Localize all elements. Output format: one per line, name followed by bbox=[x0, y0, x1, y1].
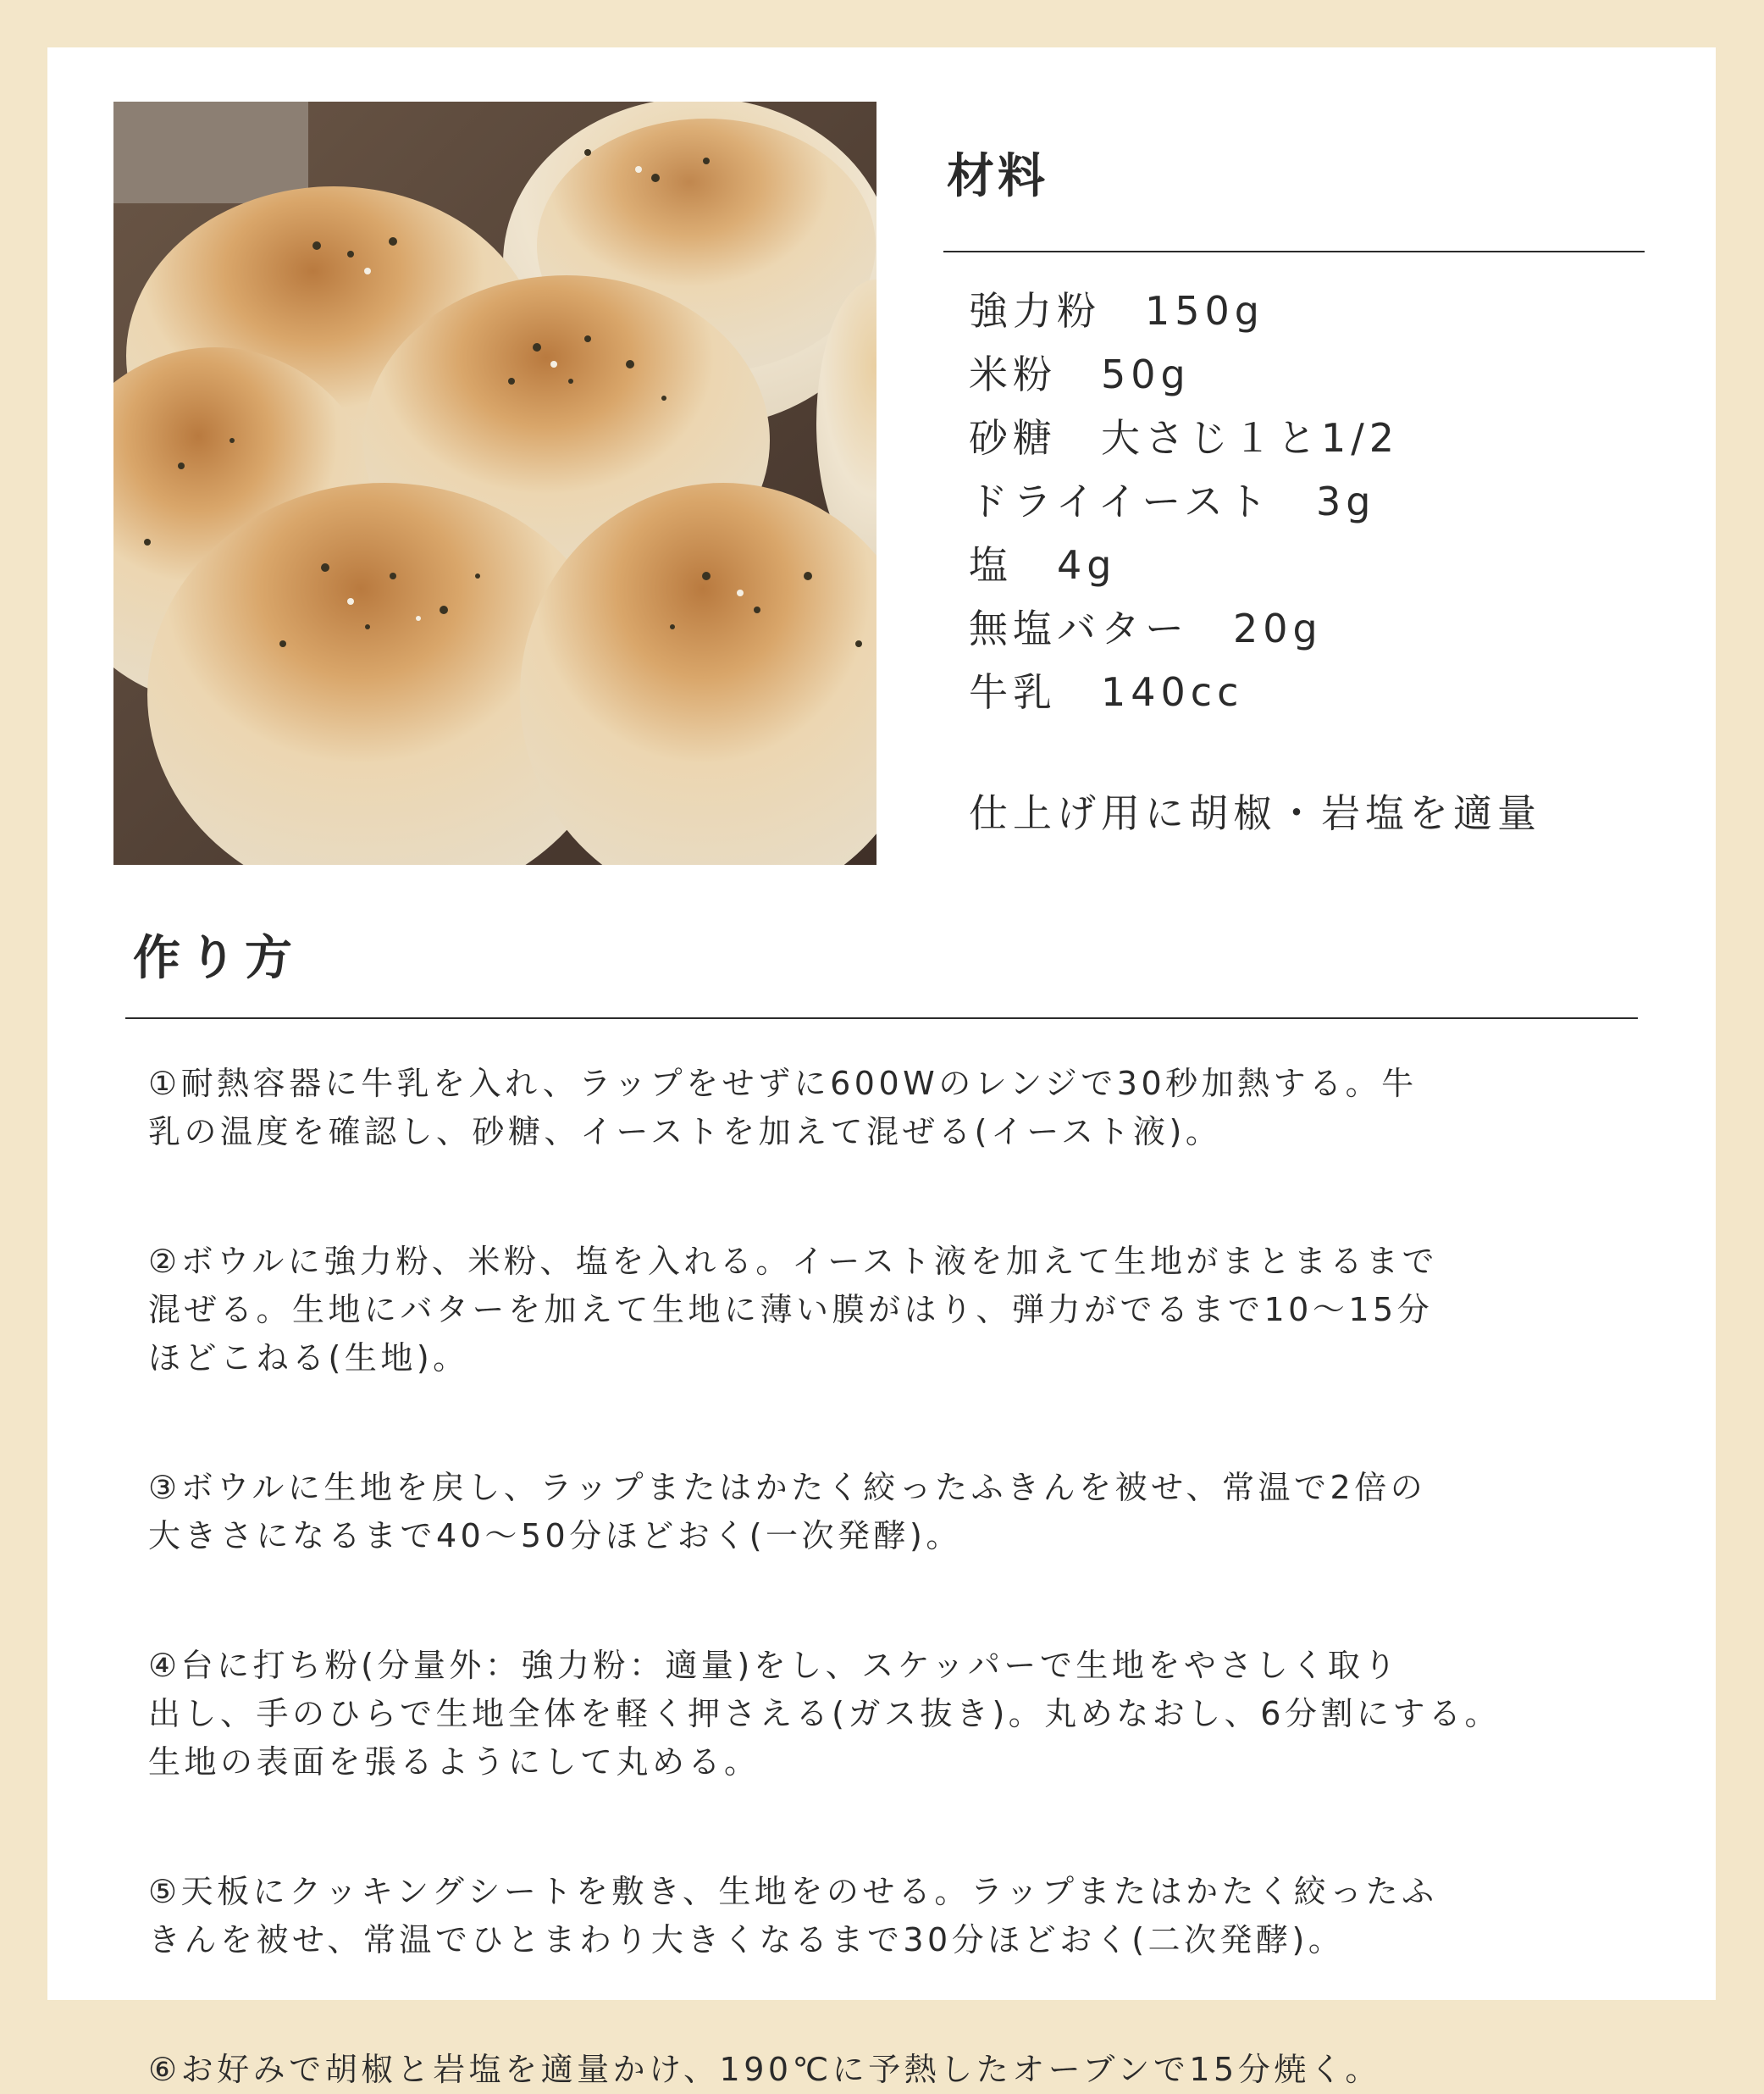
method-step: ③ボウルに生地を戻し、ラップまたはかたく絞ったふきんを被せ、常温で2倍の 大きさになるまで40〜50分ほどおく(一次発酵)。 bbox=[148, 1469, 1427, 1554]
ingredient-item: 無塩バター 20g bbox=[969, 606, 1323, 651]
bread-rolls-photo bbox=[113, 102, 876, 865]
method-steps bbox=[148, 1060, 1622, 2094]
ingredients-divider bbox=[943, 251, 1645, 252]
method-step: ⑥お好みで胡椒と岩塩を適量かけ、190℃に予熱したオーブンで15分焼く。 bbox=[148, 2051, 1381, 2088]
ingredient-item: 牛乳 140cc bbox=[969, 669, 1244, 715]
ingredients-title: 材料 bbox=[947, 149, 1048, 204]
ingredient-item: 塩 4g bbox=[969, 542, 1117, 588]
ingredient-item: ドライイースト 3g bbox=[969, 479, 1376, 524]
ingredient-item: 砂糖 大さじ１と1/2 bbox=[969, 415, 1400, 461]
method-step: ①耐熱容器に牛乳を入れ、ラップをせずに600Wのレンジで30秒加熱する。牛 乳の温度を確認し、砂糖、イーストを加えて混ぜる(イースト液)。 bbox=[148, 1065, 1418, 1150]
ingredient-item: 米粉 50g bbox=[969, 352, 1191, 397]
method-divider bbox=[125, 1017, 1638, 1019]
bread-rolls-image bbox=[113, 102, 876, 865]
method-step: ④台に打ち粉(分量外：強力粉：適量)をし、スケッパーで生地をやさしく取り 出し、手のひらで生地全体を軽く押さえる(ガス抜き)。丸めなおし、6分割にする。 生地の表面を張るようにして丸める。 bbox=[148, 1647, 1501, 1781]
method-title: 作り方 bbox=[133, 931, 301, 986]
recipe-card bbox=[47, 47, 1716, 2088]
ingredient-item: 強力粉 150g bbox=[969, 288, 1264, 334]
method-step: ⑤天板にクッキングシートを敷き、生地をのせる。ラップまたはかたく絞ったふ きんを被せ、常温でひとまわり大きくなるまで30分ほどおく(二次発酵)。 bbox=[148, 1873, 1438, 1958]
finishing-note: 仕上げ用に胡椒・岩塩を適量 bbox=[969, 790, 1541, 836]
method-step: ②ボウルに強力粉、米粉、塩を入れる。イースト液を加えて生地がまとまるまで 混ぜる。生地にバターを加えて生地に薄い膜がはり、弾力がでるまで10〜15分 ほどこねる(生地)。 bbox=[148, 1243, 1439, 1377]
ingredients-list bbox=[969, 280, 1399, 724]
